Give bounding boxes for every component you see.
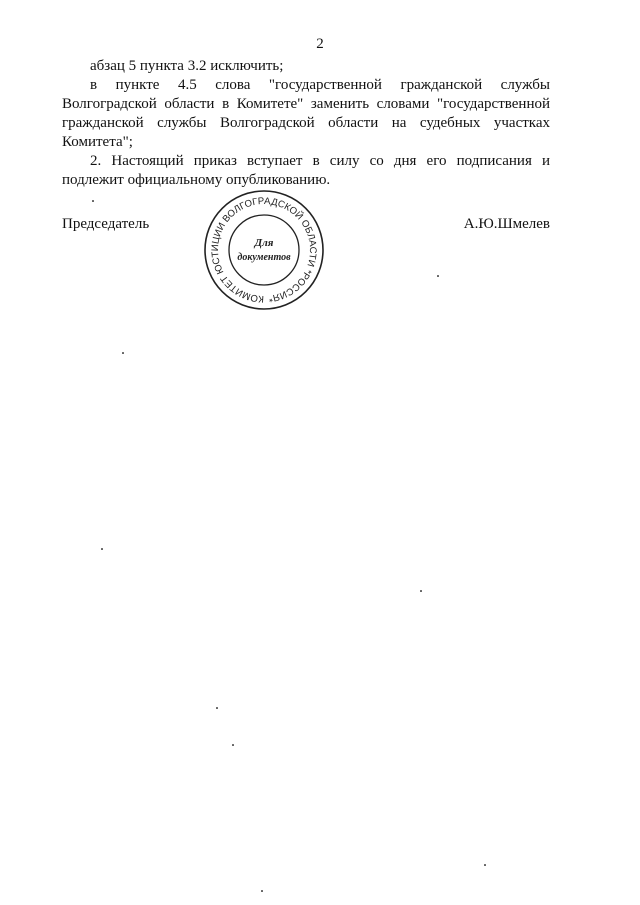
scan-speck (232, 744, 234, 746)
paragraph-1: абзац 5 пункта 3.2 исключить; (90, 58, 284, 74)
signatory-name: А.Ю.Шмелев (463, 216, 550, 232)
scan-speck (420, 590, 422, 592)
stamp-center-line-2: документов (237, 252, 291, 263)
signatory-title: Председатель (62, 216, 150, 232)
official-stamp-seal (202, 188, 326, 312)
scan-speck (122, 352, 124, 354)
document-body (62, 57, 550, 190)
scan-speck (92, 200, 94, 202)
stamp-center-line-1: Для (254, 237, 274, 249)
svg-text:КОМИТЕТ ЮСТИЦИИ ВОЛГОГРАДСКОЙ: КОМИТЕТ ЮСТИЦИИ ВОЛГОГРАДСКОЙ ОБЛАСТИ *РОССИЯ* (209, 195, 319, 305)
paragraph-2: в пункте 4.5 слова "государственной гражданской службы Волгоградской области в Комитете" заменить словами "государственной гражданской службы Волгоградской области на судебных участках Комитета"; (62, 77, 550, 150)
paragraph-3: 2. Настоящий приказ вступает в силу со дня его подписания и подлежит официальному опубликованию. (62, 153, 550, 188)
page-number: 2 (316, 36, 324, 52)
scan-speck (437, 275, 439, 277)
scan-speck (101, 548, 103, 550)
scan-speck (261, 890, 263, 892)
scan-speck (484, 864, 486, 866)
scan-speck (216, 707, 218, 709)
